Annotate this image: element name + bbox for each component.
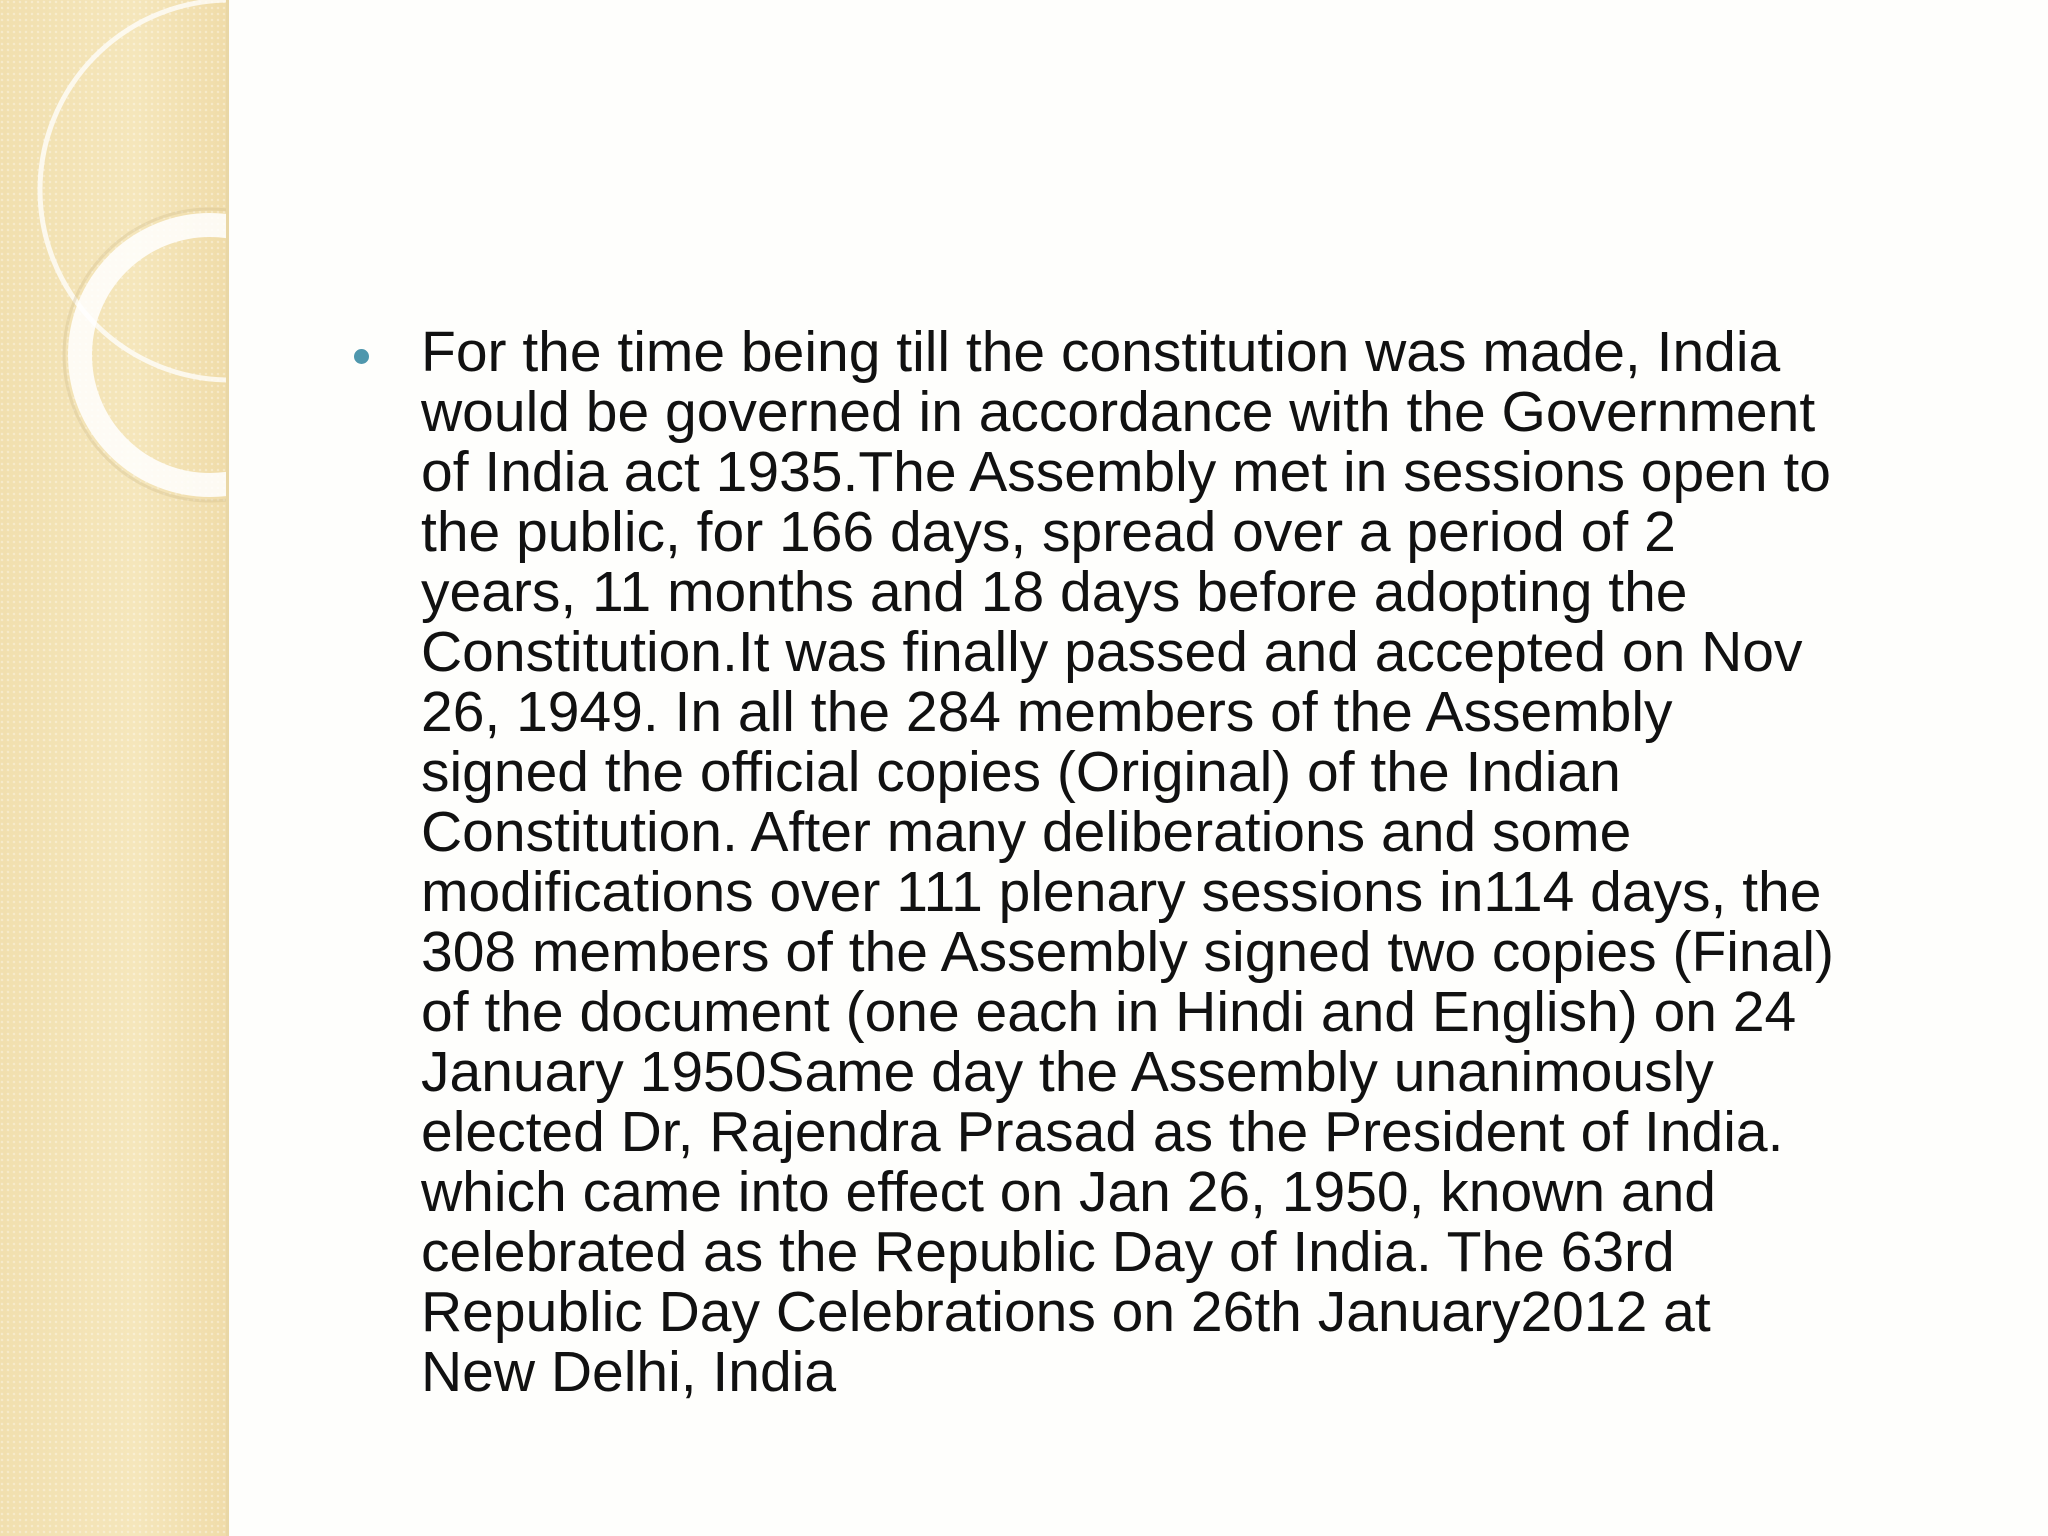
bullet-text: For the time being till the constitution was made, India would be governed in accordance with the Government of India act 1935.The Assembly met in sessions open to the public, for 166 days, spread over a period of 2 years, 11 months and 18 days before adopting the Constitution.It was finally passed and accepted on Nov 26, 1949. In all the 284 members of the Assembly signed the official copies (Original) of the Indian Constitution. After many deliberations and some modifications over 111 plenary sessions in114 days, the 308 members of the Assembly signed two copies (Final) of the document (one each in Hindi and English) on 24 January 1950Same day the Assembly unanimously elected Dr, Rajendra Prasad as the President of India. which came into effect on Jan 26, 1950, known and celebrated as the Republic Day of India. The 63rd Republic Day Celebrations on 26th January2012 at New Delhi, India [421, 320, 1834, 1404]
bullet-icon [354, 349, 369, 364]
decorative-side-band [0, 0, 229, 1536]
slide-content [354, 322, 1994, 1402]
bullet-item [354, 322, 1994, 1402]
decorative-circles-icon [0, 0, 226, 1536]
